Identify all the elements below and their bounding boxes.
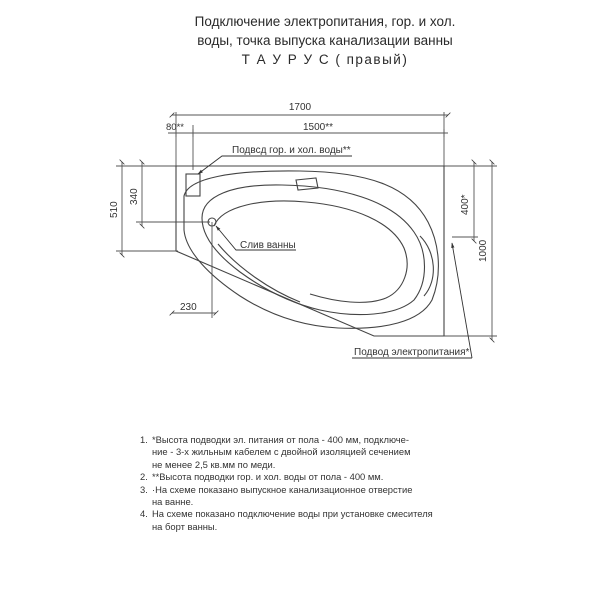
- leader-power: [452, 243, 472, 358]
- note-number: 1.: [140, 434, 148, 445]
- dim-label-400: 400*: [460, 194, 471, 215]
- note-item: [140, 484, 470, 509]
- dim-label-340: 340: [129, 188, 140, 205]
- notes-list: [140, 434, 470, 533]
- label-water-supply: Подвсд гор. и хол. воды**: [232, 145, 351, 156]
- note-line: На схеме показано подключение воды при установке смесителя: [152, 508, 433, 520]
- note-line: ние - 3-х жильным кабелем с двойной изоляцией сечением: [152, 446, 411, 458]
- note-line: **Высота подводки гор. и хол. воды от пола - 400 мм.: [152, 471, 384, 483]
- note-line: на борт ванны.: [152, 520, 218, 532]
- note-line: *Высота подводки эл. питания от пола - 400 мм, подключе-: [152, 434, 409, 445]
- note-item: [140, 471, 470, 483]
- title-line-2: воды, точка выпуска канализации ванны: [197, 33, 453, 48]
- note-line: ·На схеме показано выпускное канализационное отверстие: [152, 483, 413, 495]
- title-line-3: Т А У Р У С ( правый): [241, 52, 409, 67]
- dim-label-510: 510: [109, 201, 120, 218]
- dim-label-1500: 1500**: [302, 122, 334, 133]
- dim-label-1000: 1000: [478, 239, 489, 262]
- overflow-fitting: [296, 178, 318, 190]
- note-line: не менее 2,5 кв.мм по меди.: [152, 458, 276, 470]
- dim-label-230: 230: [180, 302, 197, 313]
- bathtub-headrest-curve: [218, 244, 300, 302]
- note-item: [140, 434, 470, 471]
- title-line-1: Подключение электропитания, гор. и хол.: [194, 14, 456, 29]
- note-number: 4.: [140, 508, 148, 520]
- note-number: 2.: [140, 471, 148, 483]
- note-number: 3.: [140, 483, 148, 495]
- bathtub-armrest-curve: [420, 236, 433, 296]
- bathtub-inner-contour: [214, 201, 407, 302]
- label-drain: Слив ванны: [240, 240, 296, 251]
- bathtub-rim: [184, 171, 438, 328]
- note-item: [140, 508, 470, 533]
- dim-label-80: 80**: [166, 122, 184, 133]
- note-line: на ванне.: [152, 496, 194, 508]
- label-power-supply: Подвод электропитания*: [354, 347, 470, 358]
- dim-label-1700: 1700: [288, 102, 312, 113]
